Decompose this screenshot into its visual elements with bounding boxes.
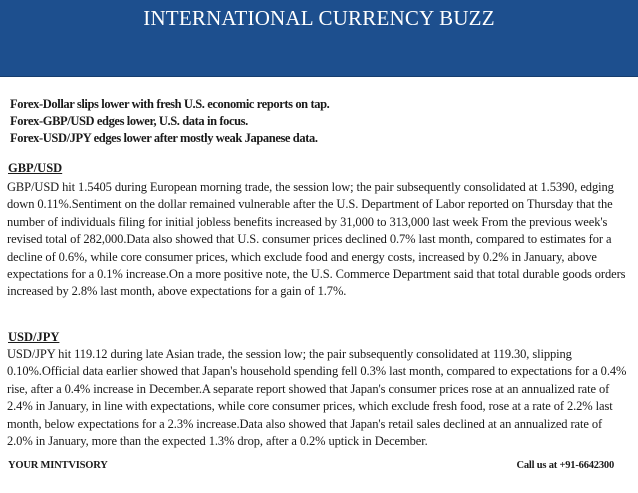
footer-contact: Call us at +91-6642300 [516, 460, 614, 471]
section-title-usdjpy: USD/JPY [8, 330, 60, 344]
footer-brand: YOUR MINTVISORY [8, 460, 108, 471]
headline-item: Forex-Dollar slips lower with fresh U.S. economic reports on tap. [10, 97, 330, 111]
section-body-gbpusd: GBP/USD hit 1.5405 during European morning trade, the session low; the pair subsequently consolidated at 1.5390, edging down 0.11%.Sentiment on the dollar remained vulnerable after the U.S. Department of Labor reported on Thursday that the number of individuals filing for initial jobless benefits increased by 31,000 to 313,000 last week From the previous week's revised total of 282,000.Data also showed that U.S. consumer prices declined 0.7% last month, compared to estimates for a decline of 0.6%, while core consumer prices, which exclude food and energy costs, increased by 0.2% in January, above expectations for a 0.1% increase.On a more positive note, the U.S. Commerce Department said that total durable goods orders increased by 2.8% last month, above expectations for a gain of 1.7%. [7, 180, 626, 299]
page-title: INTERNATIONAL CURRENCY BUZZ [143, 6, 495, 30]
headlines-list [10, 96, 329, 147]
header-banner [0, 0, 638, 77]
headline-item: Forex-GBP/USD edges lower, U.S. data in focus. [10, 114, 248, 128]
section-body-usdjpy: USD/JPY hit 119.12 during late Asian trade, the session low; the pair subsequently consolidated at 119.30, slipping 0.10%.Official data earlier showed that Japan's household spending fell 0.3% last month, compared to expectations for a 0.4% rise, after a 0.4% increase in December.A separate report showed that Japan's consumer prices rose at an annualized rate of 2.4% in January, in line with expectations, while core consumer prices, which exclude fresh food, rose at a rate of 2.2% last month, below expectations for a 2.3% increase.Data also showed that Japan's retail sales declined at an annualized rate of 2.0% in January, more than the expected 1.3% drop, after a 0.2% uptick in December. [7, 347, 627, 449]
section-title-gbpusd: GBP/USD [8, 161, 63, 175]
headline-item: Forex-USD/JPY edges lower after mostly weak Japanese data. [10, 131, 318, 145]
